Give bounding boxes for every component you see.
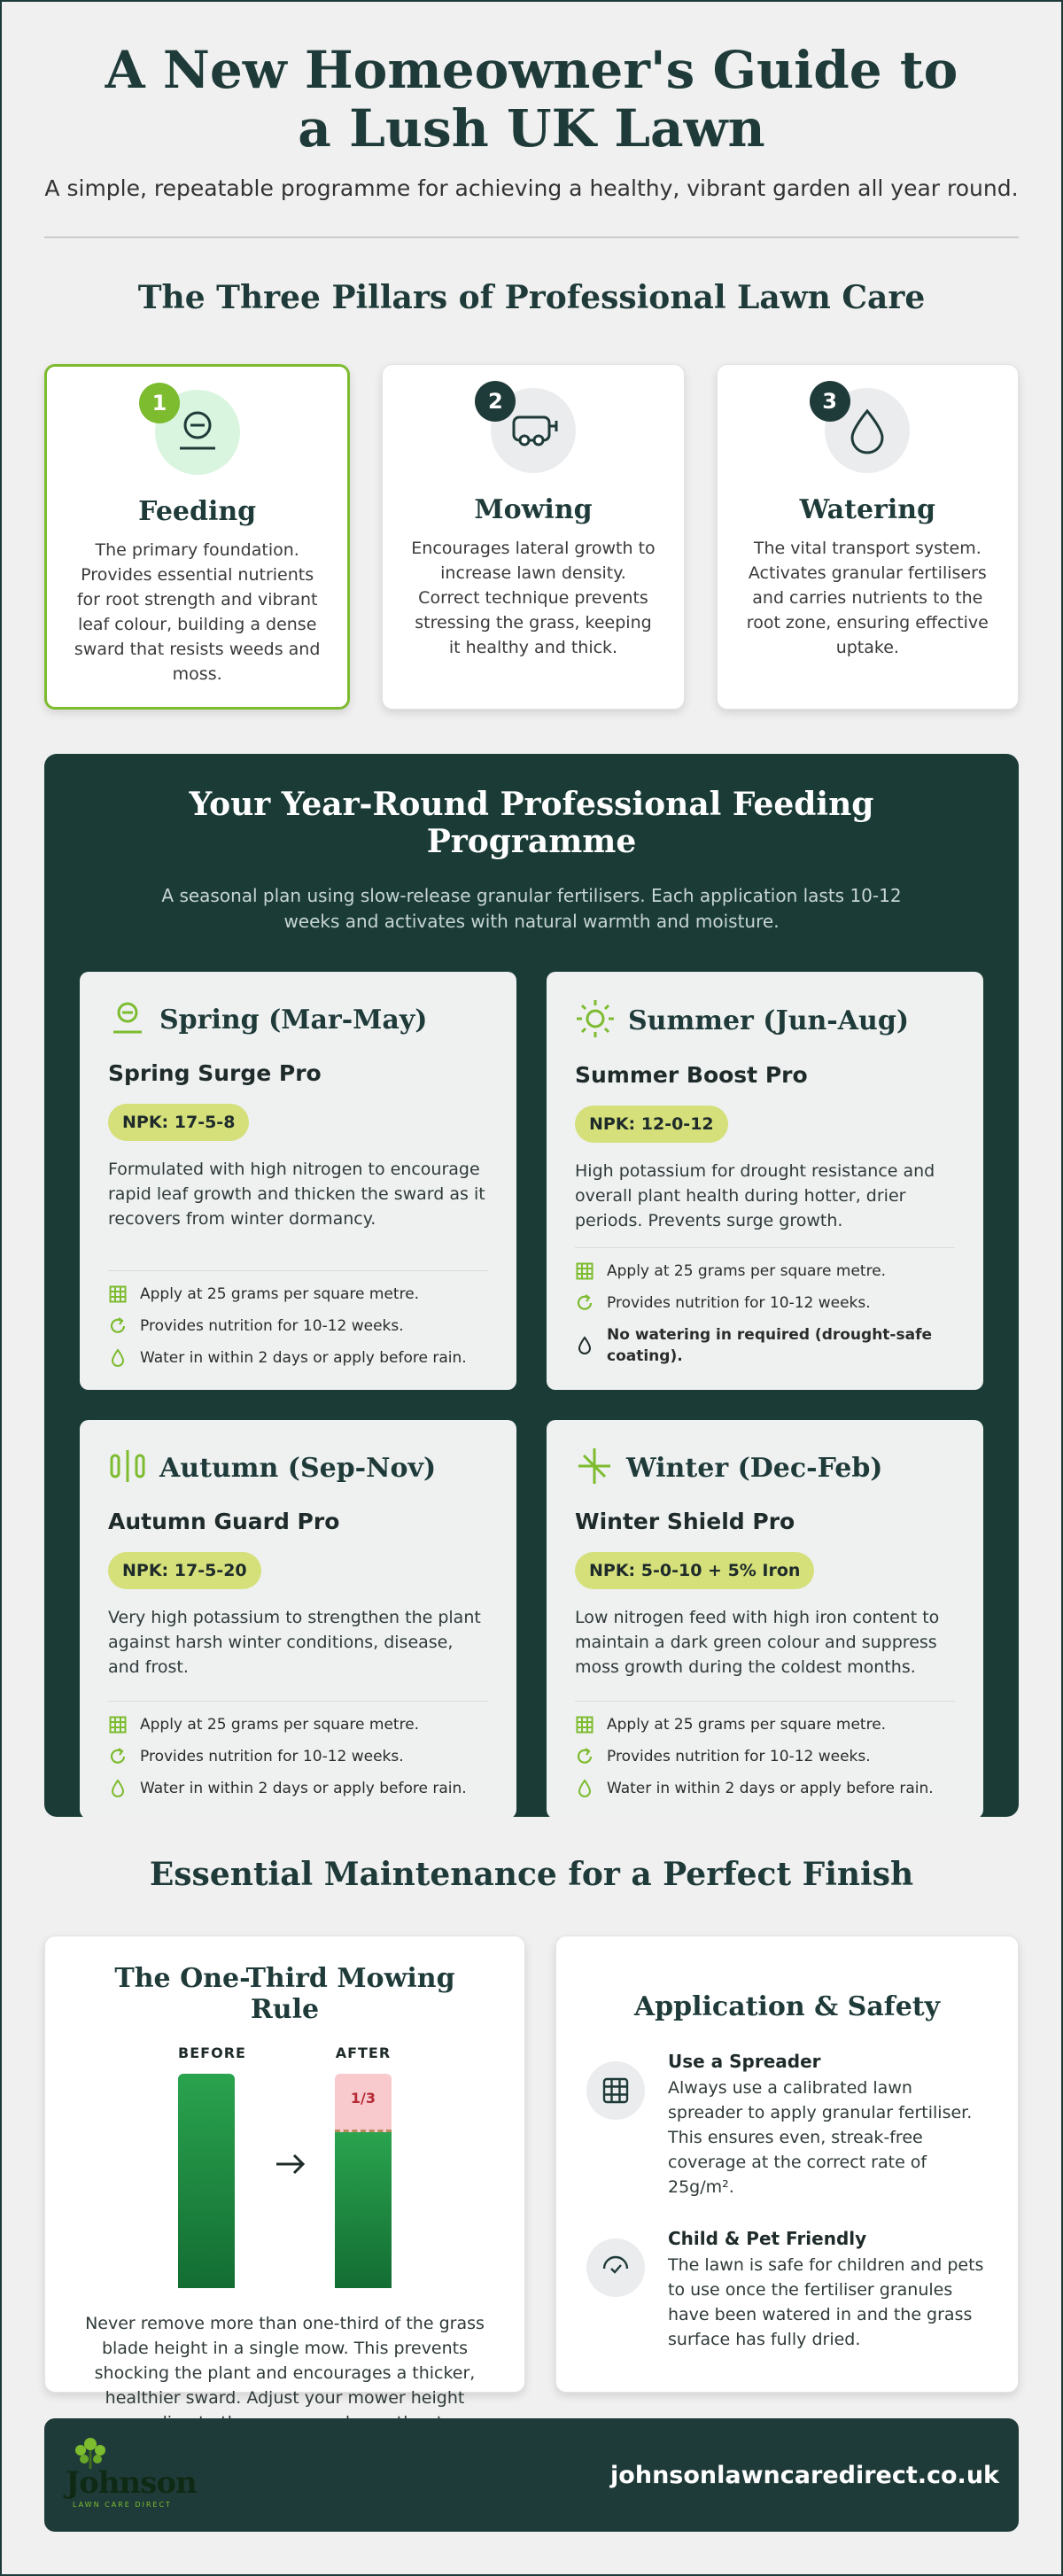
maintenance-section [44,1936,1019,2408]
refresh-icon [108,1747,128,1766]
cut-portion [335,2074,392,2132]
list-item [575,1778,955,1799]
pillars-title: The Three Pillars of Professional Lawn Care [137,279,926,316]
feature-text: Apply at 25 grams per square metre. [140,1716,420,1734]
feature-list [108,1701,488,1799]
spreader-grid-icon [586,2061,645,2120]
footer [44,2418,1019,2532]
pillar-text: The primary foundation. Provides essential nutrients for root strength and vibrant leaf colour, building a dense sward that resists weeds and moss. [74,540,321,684]
refresh-icon [575,1293,594,1313]
feeding-programme-section [44,754,1019,1817]
safety-item-child-pet [586,2228,988,2352]
pillar-card-watering [717,364,1019,710]
refresh-icon [108,1316,128,1336]
snowflake-icon [575,1447,614,1489]
sun-icon [575,998,616,1043]
child-pet-icon [586,2238,645,2297]
season-title: Spring (Mar-May) [159,1004,428,1036]
list-item [108,1746,488,1767]
maintenance-title: Essential Maintenance for a Perfect Finish [149,1856,914,1893]
pillar-card-feeding [44,364,350,710]
list-item [575,1714,955,1735]
season-card-autumn [80,1420,516,1819]
safety-card [555,1936,1019,2393]
season-card-spring [80,972,516,1390]
feature-text: Provides nutrition for 10-12 weeks. [607,1748,871,1765]
feature-text: Apply at 25 grams per square metre. [607,1262,887,1280]
logo-tagline: LAWN CARE DIRECT [73,2501,172,2509]
safety-title: Application & Safety [633,1991,941,2022]
season-card-winter [547,1420,983,1819]
pillar-title: Feeding [138,496,257,527]
water-drop-icon [108,1348,128,1368]
npk-badge: NPK: 17-5-20 [108,1552,261,1589]
grass-blade-before [178,2074,235,2288]
hero-header [2,2,1061,201]
list-item [108,1284,488,1305]
season-title: Autumn (Sep-Nov) [159,1452,437,1484]
product-description: Low nitrogen feed with high iron content to maintain a dark green colour and suppress moss growth during the coldest months. [575,1608,940,1677]
pillar-text: Encourages lateral growth to increase lawn density. Correct technique prevents stressing the grass, keeping it healthy and thick. [411,539,656,657]
product-name: Autumn Guard Pro [108,1509,340,1534]
season-card-summer [547,972,983,1390]
list-item [575,1261,955,1282]
safety-item-title: Use a Spreader [668,2051,821,2072]
safety-item-text: The lawn is safe for children and pets to use once the fertiliser granules have been watered in and the grass surface has fully dried. [668,2255,984,2349]
before-label: BEFORE [178,2045,246,2061]
website-link[interactable]: johnsonlawncaredirect.co.uk [610,2461,999,2489]
feature-list [108,1270,488,1369]
sprout-icon [108,998,147,1041]
water-drop-icon [575,1336,594,1355]
mowing-rule-text: Never remove more than one-third of the grass blade height in a single mow. This prevents shocking the plant and encourages a thicker, healthier sward. Adjust your mower height [85,2314,485,2408]
feature-list [575,1247,955,1367]
list-item [575,1746,955,1767]
pillar-title: Watering [799,494,936,525]
product-name: Spring Surge Pro [108,1060,322,1086]
logo-wordmark: Johnson [66,2465,197,2501]
feature-list [575,1701,955,1799]
list-item [108,1778,488,1799]
npk-badge: NPK: 5-0-10 + 5% Iron [575,1552,814,1589]
after-label: AFTER [335,2045,392,2061]
season-title: Summer (Jun-Aug) [628,1005,910,1036]
refresh-icon [575,1747,594,1766]
header-divider [44,237,1019,238]
product-description: High potassium for drought resistance and overall plant health during hotter, drier periods. Prevents surge growth. [575,1161,935,1230]
pillar-text: The vital transport system. Activates granular fertilisers and carries nutrients to the root zone, ensuring effective uptake. [746,539,989,657]
grid-icon [575,1262,594,1280]
grid-icon [108,1285,128,1303]
pillar-number: 1 [139,383,180,423]
brand-logo [66,2435,207,2515]
mowing-rule-title: The One-Third Mowing Rule [114,1963,455,2025]
water-drop-icon [575,1779,594,1798]
list-item [108,1714,488,1735]
mowing-diagram [84,2045,485,2288]
grid-icon [108,1716,128,1734]
list-item [575,1324,955,1367]
safety-item-text: Always use a calibrated lawn spreader to apply granular fertiliser. This ensures even, streak-free coverage at the correct rate of 25g/m². [668,2078,973,2197]
product-description: Formulated with high nitrogen to encourage rapid leaf growth and thicken the sward as it recovers from winter dormancy. [108,1160,485,1229]
feature-text: Provides nutrition for 10-12 weeks. [140,1748,404,1765]
grid-icon [575,1716,594,1734]
grass-blade-after [335,2074,392,2288]
feature-text: Water in within 2 days or apply before rain. [140,1780,467,1797]
npk-badge: NPK: 12-0-12 [575,1106,728,1143]
feature-text: Provides nutrition for 10-12 weeks. [140,1317,404,1335]
feature-text: Provides nutrition for 10-12 weeks. [607,1294,871,1312]
product-description: Very high potassium to strengthen the plant against harsh winter conditions, disease, and frost. [108,1608,481,1677]
cut-fraction-label: 1/3 [350,2090,376,2107]
npk-badge: NPK: 17-5-8 [108,1104,249,1141]
mowing-rule-card [44,1936,525,2408]
pillar-number: 2 [475,381,516,422]
feature-text: No watering in required (drought-safe coating). [607,1326,932,1365]
product-name: Winter Shield Pro [575,1509,795,1534]
programme-title: Your Year-Round Professional Feeding Programme [189,786,874,860]
page-subtitle: A simple, repeatable programme for achieving a healthy, vibrant garden all year round. [44,175,1019,201]
feature-text: Water in within 2 days or apply before rain. [607,1780,934,1797]
season-title: Winter (Dec-Feb) [626,1452,883,1484]
programme-subtitle: A seasonal plan using slow-release granular fertilisers. Each application lasts 10-12 weeks and activates with natural warmth and moisture. [161,885,902,932]
list-item [575,1292,955,1314]
page-title: A New Homeowner's Guide to a Lush UK Lawn [105,40,958,159]
feature-text: Water in within 2 days or apply before rain. [140,1349,467,1367]
safety-item-title: Child & Pet Friendly [668,2228,867,2249]
pillars-section [2,279,1061,710]
pillar-card-mowing [382,364,684,710]
remaining-grass [335,2132,392,2288]
feature-text: Apply at 25 grams per square metre. [140,1285,420,1303]
list-item [108,1347,488,1369]
feature-text: Apply at 25 grams per square metre. [607,1716,887,1734]
safety-item-spreader [586,2051,988,2200]
list-item [108,1315,488,1337]
pillar-number: 3 [810,381,850,422]
pillar-title: Mowing [474,494,593,525]
leaves-icon [108,1447,147,1489]
arrow-right-icon [273,2151,308,2181]
product-name: Summer Boost Pro [575,1062,808,1088]
water-drop-icon [108,1779,128,1798]
